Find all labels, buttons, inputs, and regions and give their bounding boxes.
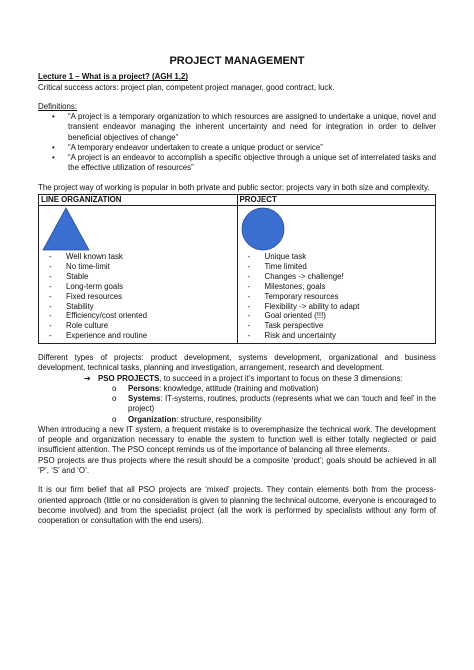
- composite-paragraph: PSO projects are thus projects where the result should be a composite ‘product’; goals should be achieved in all ‘P’, ‘S’ and ‘O’.: [38, 455, 436, 476]
- list-item: - Experience and routine: [41, 331, 235, 341]
- circle-shape: [240, 206, 286, 252]
- dimension-label: Persons: [128, 383, 160, 393]
- list-item: - Stable: [41, 272, 235, 282]
- list-item: - Time limited: [240, 262, 434, 272]
- dimension-text: : IT-systems, routines, products (represents what we can ‘touch and feel’ in the project): [128, 394, 436, 414]
- comparison-table: [38, 194, 436, 344]
- triangle-shape: [41, 206, 91, 252]
- lecture-heading: Lecture 1 – What is a project? (AGH 1,2): [38, 72, 188, 82]
- list-item: - Goal oriented (!!!): [240, 311, 434, 321]
- definitions-list: [38, 112, 436, 174]
- definition-item: • “A project is an endeavor to accomplish a specific objective through a unique set of interrelated tasks and the effective utilization of resources”: [38, 153, 436, 174]
- dimension-persons: [38, 384, 436, 394]
- list-item: - Role culture: [41, 321, 235, 331]
- dimension-text: : knowledge, attitude (training and motivation): [159, 383, 319, 393]
- list-item: - Risk and uncertainty: [240, 331, 434, 341]
- list-item: - Unique task: [240, 252, 434, 262]
- list-item: - Temporary resources: [240, 292, 434, 302]
- line-organization-list: [41, 252, 235, 343]
- project-way-paragraph: The project way of working is popular in both private and public sector; projects vary in both size and complexity.: [38, 182, 430, 192]
- list-item: - No time-limit: [41, 262, 235, 272]
- project-types-paragraph: Different types of projects: product development, systems development, organizational and business development, technical tasks, planning and investigation, arrangement, research and development.: [38, 353, 436, 373]
- pso-label: PSO PROJECTS: [98, 373, 160, 383]
- pso-text: , to succeed in a project it’s important to focus on these 3 dimensions:: [159, 373, 403, 383]
- dimension-systems: [38, 394, 436, 415]
- list-item: - Stability: [41, 302, 235, 312]
- list-item: - Long-term goals: [41, 282, 235, 292]
- list-item: - Task perspective: [240, 321, 434, 331]
- it-system-paragraph: When introducing a new IT system, a frequent mistake is to overemphasize the technical work. The development of people and organization necessary to enable the system to function well is either totally neglected or paid insufficient attention. The PSO concept reminds us of the importance of balancing all three elements.: [38, 424, 436, 455]
- definition-item: • “A temporary endeavor undertaken to create a unique product or service”: [38, 143, 436, 153]
- dimension-text: : structure, responsibility: [176, 414, 262, 424]
- list-item: - Fixed resources: [41, 292, 235, 302]
- project-header: PROJECT: [237, 194, 436, 205]
- dimension-label: Organization: [128, 414, 177, 424]
- list-item: - Flexibility -> ability to adapt: [240, 302, 434, 312]
- line-organization-cell: [39, 206, 238, 344]
- list-item: - Well known task: [41, 252, 235, 262]
- list-item: - Milestones, goals: [240, 282, 434, 292]
- list-item: - Changes -> challenge!: [240, 272, 434, 282]
- document-title: PROJECT MANAGEMENT: [169, 55, 305, 67]
- arrow-right-icon: ➔: [84, 373, 91, 383]
- line-organization-header: LINE ORGANIZATION: [39, 194, 238, 205]
- pso-intro: [38, 374, 436, 384]
- dimension-organization: [38, 415, 436, 425]
- pso-dimensions-list: [38, 384, 436, 425]
- critical-success-factors: Critical success actors: project plan, competent project manager, good contract, luck.: [38, 82, 335, 92]
- mixed-projects-paragraph: It is our firm belief that all PSO projects are ‘mixed’ projects. They contain elements both from the process-oriented approach (little or no consideration is given to planning the technical outcome, everyone is encouraged to become involved) and from the specialist project (all the work is performed by specialists without any form of cooperation or consultation with the end users).: [38, 485, 436, 526]
- dimension-label: Systems: [128, 394, 161, 404]
- project-list: [240, 252, 434, 343]
- definition-item: • “A project is a temporary organization to which resources are assigned to undertake a unique, novel and transient endeavor managing the inherent uncertainty and need for integration in order to deliver beneficial objectives of change”: [38, 112, 436, 143]
- project-cell: [237, 206, 436, 344]
- definitions-heading: Definitions:: [38, 101, 78, 111]
- list-item: - Efficiency/cost oriented: [41, 311, 235, 321]
